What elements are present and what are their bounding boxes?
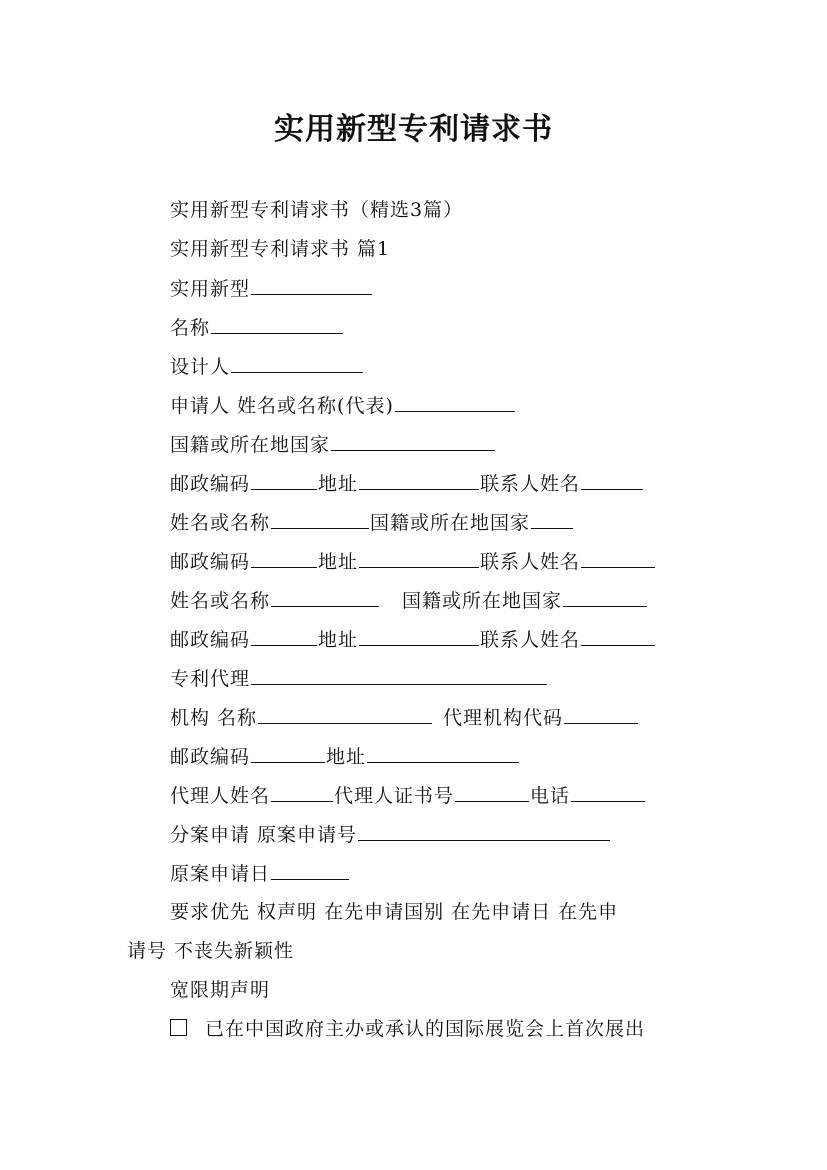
blank-field <box>571 783 645 802</box>
field-label: 地址 <box>318 473 359 495</box>
field-label: 代理人证书号 <box>334 785 455 807</box>
form-line-original-date <box>170 861 350 886</box>
blank-field <box>564 705 638 724</box>
checkbox-label: 已在中国政府主办或承认的国际展览会上首次展出 <box>205 1018 646 1040</box>
blank-field <box>563 588 647 607</box>
form-line-name-nationality-2 <box>170 588 648 613</box>
blank-field <box>251 666 547 685</box>
form-line-agency <box>170 705 639 730</box>
blank-field <box>258 705 432 724</box>
field-label: 实用新型 <box>170 278 251 300</box>
blank-field <box>581 627 655 646</box>
blank-field <box>359 549 479 568</box>
field-label: 国籍或所在地国家 <box>170 434 331 456</box>
field-label: 机构 名称 <box>170 707 258 729</box>
field-label: 联系人姓名 <box>480 551 581 573</box>
blank-field <box>251 276 372 295</box>
blank-field <box>251 471 317 490</box>
blank-field <box>271 588 379 607</box>
blank-field <box>531 510 573 529</box>
blank-field <box>358 822 610 841</box>
blank-field <box>581 549 655 568</box>
form-line-postal-3 <box>170 627 656 652</box>
field-label: 地址 <box>318 551 359 573</box>
form-line-grace-period: 宽限期声明 <box>170 979 271 1001</box>
blank-field <box>331 432 495 451</box>
form-line-agent <box>170 783 646 808</box>
form-line-priority-cont: 请号 不丧失新颖性 <box>127 940 295 962</box>
field-label: 地址 <box>318 629 359 651</box>
form-line-nationality <box>170 432 496 457</box>
field-label: 原案申请日 <box>170 863 271 885</box>
blank-field <box>359 471 479 490</box>
field-label: 姓名或名称 <box>170 590 271 612</box>
blank-field <box>455 783 529 802</box>
section-heading: 实用新型专利请求书 篇1 <box>170 238 391 260</box>
blank-field <box>359 627 479 646</box>
form-line-utility-model <box>170 276 373 301</box>
form-line-postal-1 <box>170 471 644 496</box>
field-label: 邮政编码 <box>170 473 251 495</box>
blank-field <box>251 627 317 646</box>
field-label: 代理人姓名 <box>170 785 271 807</box>
field-label: 电话 <box>530 785 571 807</box>
form-line-postal-4 <box>170 744 520 769</box>
form-line-name <box>170 315 344 340</box>
checkbox[interactable] <box>170 1019 187 1036</box>
field-label: 设计人 <box>170 356 231 378</box>
page-title: 实用新型专利请求书 <box>274 112 553 147</box>
field-label: 国籍或所在地国家 <box>370 512 531 534</box>
blank-field <box>251 549 317 568</box>
form-line-divisional <box>170 822 611 847</box>
form-line-exhibition <box>170 1017 645 1041</box>
field-label: 代理机构代码 <box>443 707 564 729</box>
field-label: 名称 <box>170 317 211 339</box>
blank-field <box>231 354 363 373</box>
blank-field <box>271 510 369 529</box>
field-label: 联系人姓名 <box>480 473 581 495</box>
blank-field <box>367 744 519 763</box>
blank-field <box>211 315 343 334</box>
form-line-postal-2 <box>170 549 656 574</box>
form-line-patent-agent <box>170 666 548 691</box>
field-label: 分案申请 原案申请号 <box>170 824 358 846</box>
field-label: 地址 <box>326 746 367 768</box>
blank-field <box>271 783 333 802</box>
blank-field <box>581 471 643 490</box>
blank-field <box>251 744 325 763</box>
field-label: 专利代理 <box>170 668 251 690</box>
form-line-priority: 要求优先 权声明 在先申请国别 在先申请日 在先申 <box>170 901 619 923</box>
field-label: 邮政编码 <box>170 746 251 768</box>
form-line-applicant <box>170 393 516 418</box>
field-label: 申请人 姓名或名称(代表) <box>170 395 394 417</box>
form-line-name-nationality-1 <box>170 510 574 535</box>
form-line-designer <box>170 354 364 379</box>
document-subtitle: 实用新型专利请求书（精选3篇） <box>170 199 464 221</box>
blank-field <box>271 861 349 880</box>
field-label: 国籍或所在地国家 <box>402 590 563 612</box>
field-label: 联系人姓名 <box>480 629 581 651</box>
field-label: 邮政编码 <box>170 629 251 651</box>
field-label: 姓名或名称 <box>170 512 271 534</box>
field-label: 邮政编码 <box>170 551 251 573</box>
blank-field <box>395 393 515 412</box>
